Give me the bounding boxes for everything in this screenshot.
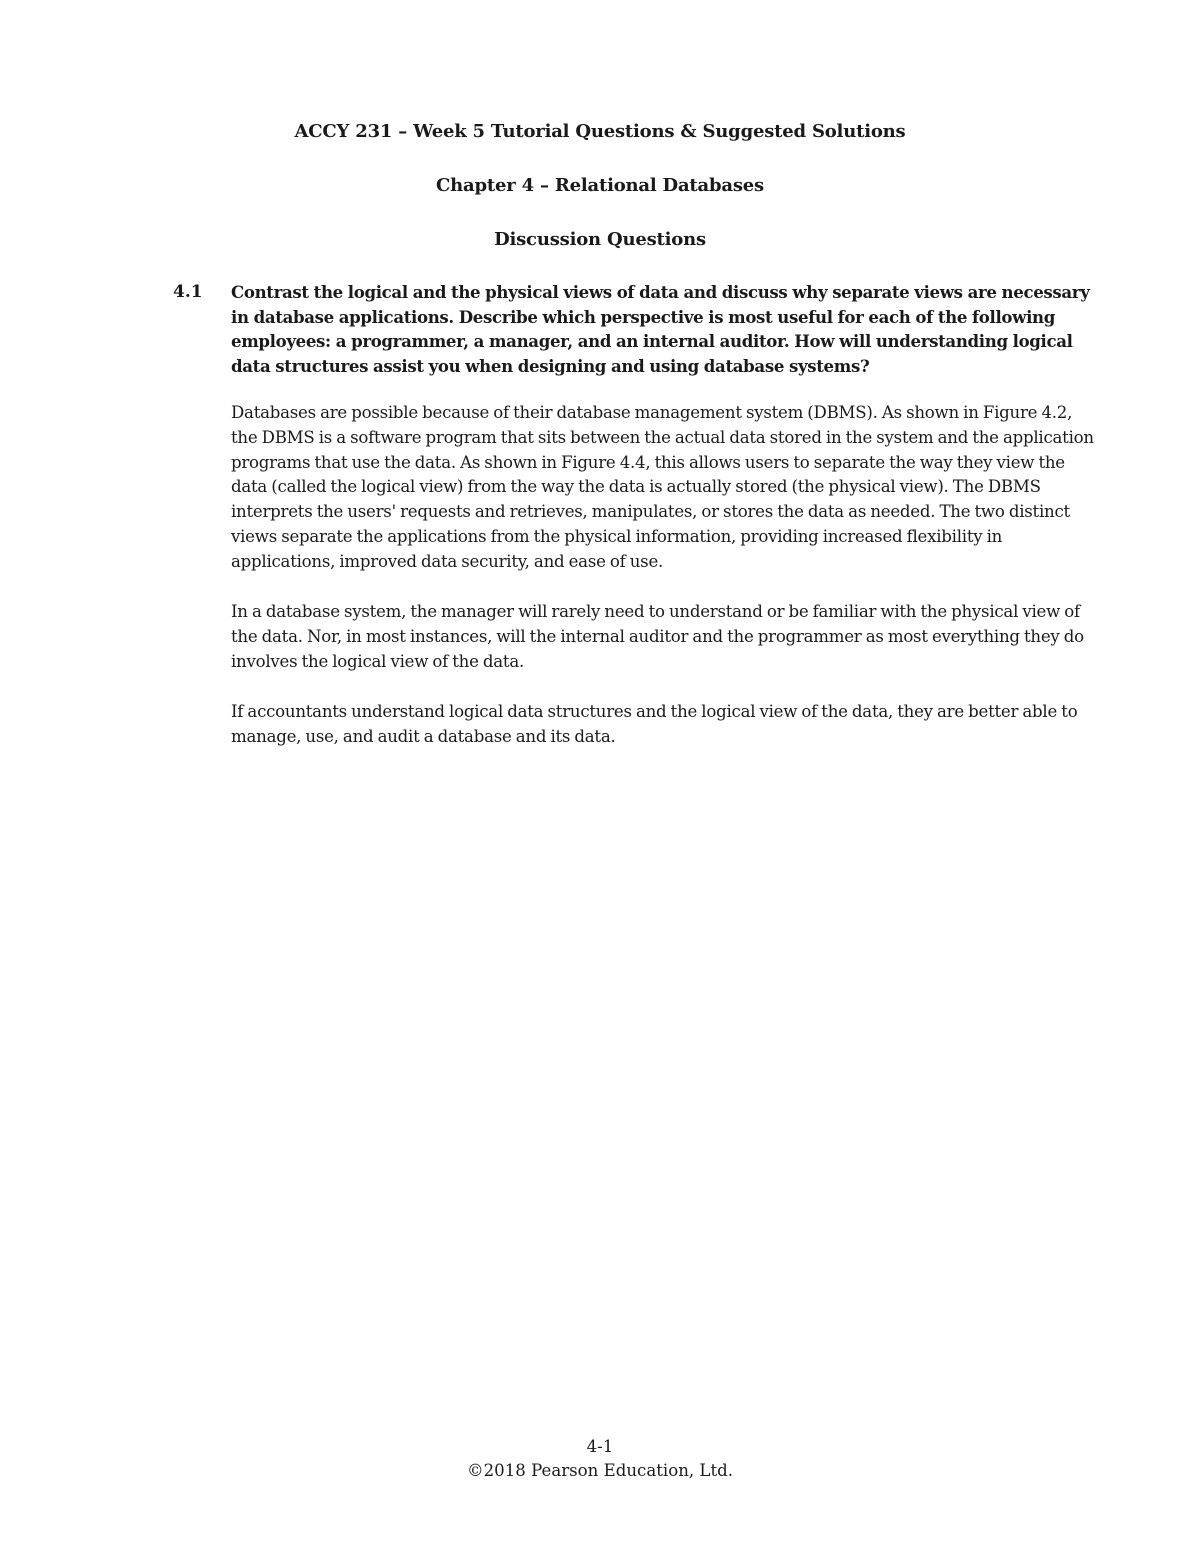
chapter-heading: Chapter 4 – Relational Databases — [436, 175, 764, 196]
question-number: 4.1 — [173, 282, 203, 302]
page-number: 4-1 — [586, 1437, 614, 1456]
answer-paragraph-1: Databases are possible because of their database management system (DBMS). As shown in Figure 4.2, the DBMS is a software program that sits between the actual data stored in the system and the application programs that use the data. As shown in Figure 4.4, this allows users to separate the way they view the data (called the logical view) from the way the data is actually stored (the physical view). The DBMS interprets the users' requests and retrieves, manipulates, or stores the data as needed. The two distinct views separate the applications from the physical information, providing increased flexibility in applications, improved data security, and ease of use. — [231, 403, 1094, 571]
answer-paragraph-3: If accountants understand logical data structures and the logical view of the data, they are better able to manage, use, and audit a database and its data. — [231, 702, 1078, 746]
copyright-notice: ©2018 Pearson Education, Ltd. — [466, 1461, 734, 1480]
question-text: Contrast the logical and the physical views of data and discuss why separate views are necessary in database applications. Describe which perspective is most useful for each of the following employees: a programmer, a manager, and an internal auditor. How will understanding logical data structures assist you when designing and using database systems? — [231, 282, 1090, 376]
answer-paragraph-2: In a database system, the manager will rarely need to understand or be familiar with the physical view of the data. Nor, in most instances, will the internal auditor and the programmer as most everything they do involves the logical view of the data. — [231, 602, 1084, 671]
document-title: ACCY 231 – Week 5 Tutorial Questions & Suggested Solutions — [294, 121, 906, 142]
section-heading: Discussion Questions — [494, 229, 706, 250]
